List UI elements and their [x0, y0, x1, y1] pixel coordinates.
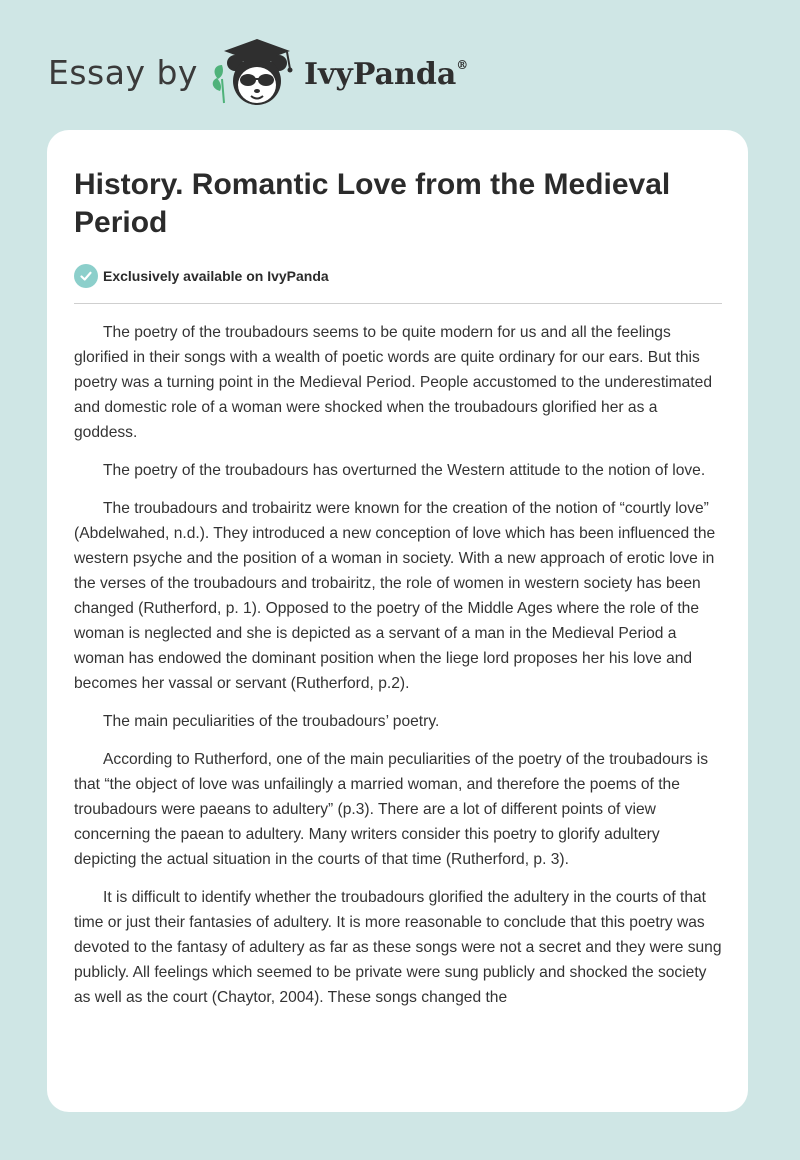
essay-card [47, 130, 748, 1112]
page-title: History. Romantic Love from the Medieval Period [74, 168, 671, 239]
paragraph: According to Rutherford, one of the main peculiarities of the poetry of the troubadours is that “the object of love was unfailingly a married woman, and therefore the poems of the troubadours were paeans to adultery” (p.3). There are a lot of different points of view concerning the paean to adultery. Many writers consider this poetry to glorify adultery depicting the actual situation in the courts of that time (Rutherford, p. 3). [74, 751, 709, 868]
site-header [48, 36, 468, 108]
paragraph: The poetry of the troubadours seems to be quite modern for us and all the feelings glorified in their songs with a wealth of poetic words are quite ordinary for our ears. But this poetry was a turning point in the Medieval Period. People accustomed to the underestimated and domestic role of a woman were shocked when the troubadours glorified her as a goddess. [74, 324, 712, 441]
brand-name[interactable]: IvyPanda® [303, 56, 469, 92]
check-circle-icon [74, 264, 98, 288]
paragraph: The troubadours and trobairitz were known for the creation of the notion of “courtly love” (Abdelwahed, n.d.). They introduced a new conception of love which has been influenced the western psyche and the position of a woman in society. With a new approach of erotic love in the verses of the troubadours and trobairitz, the role of women in western society has been changed (Rutherford, p. 1). Opposed to the poetry of the Middle Ages where the role of the woman is neglected and she is depicted as a servant of a man in the Medieval Period a woman has endowed the dominant position when the liege lord proposes her his love and becomes her vassal or servant (Rutherford, p.2). [74, 500, 716, 692]
divider [74, 303, 722, 304]
trademark-symbol: ® [456, 57, 469, 72]
paragraph: The main peculiarities of the troubadours’ poetry. [103, 713, 440, 730]
exclusive-badge [74, 264, 329, 288]
paragraph: It is difficult to identify whether the troubadours glorified the adultery in the courts of that time or just their fantasies of adultery. It is more reasonable to conclude that this poetry was devoted to the fantasy of adultery as far as these songs were not a secret and they were sung publicly. All feelings which seemed to be private were sung publicly and shocked the society as well as the court (Chaytor, 2004). These songs changed the [74, 889, 722, 1006]
essay-body [74, 320, 723, 1023]
paragraph: The poetry of the troubadours has overturned the Western attitude to the notion of love. [103, 462, 706, 479]
essay-by-label: Essay by [48, 52, 198, 92]
badge-label: Exclusively available on IvyPanda [103, 268, 329, 284]
panda-graduate-icon [208, 35, 302, 109]
